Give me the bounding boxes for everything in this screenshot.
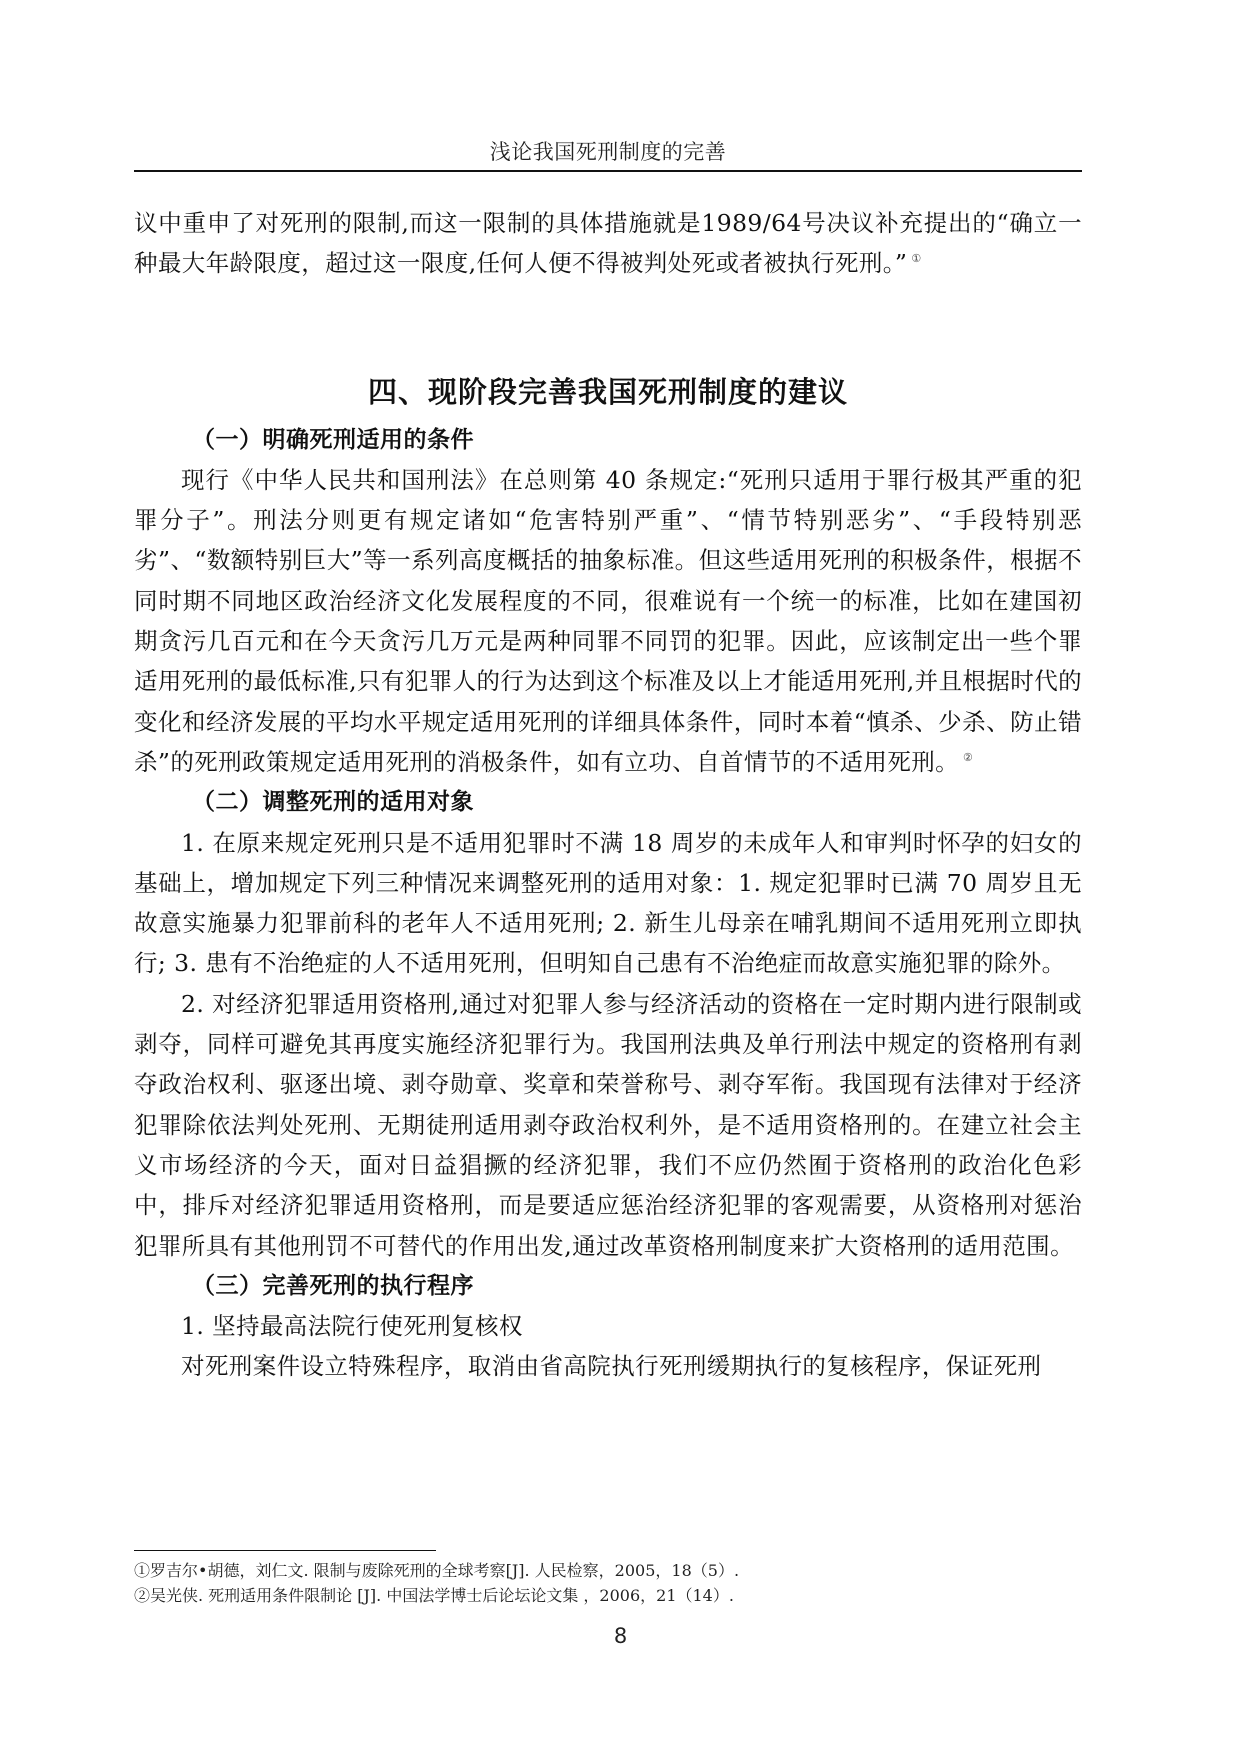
subsection-heading: （一）明确死刑适用的条件 xyxy=(192,426,474,453)
paragraph-text: 现行《中华人民共和国刑法》在总则第 40 条规定:“死刑只适用于罪行极其严重的犯罪分子”。刑法分则更有规定诸如“危害特别严重”、“情节特别恶劣”、“手段特别恶劣”、“数额特别巨大”等一系列高度概括的抽象标准。但这些适用死刑的积极条件，根据不同时期不同地区政治经济文化发展程度的不同，很难说有一个统一的标准，比如在建国初期贪污几百元和在今天贪污几万元是两种同罪不同罚的犯罪。因此，应该制定出一些个罪适用死刑的最低标准,只有犯罪人的行为达到这个标准及以上才能适用死刑,并且根据时代的变化和经济发展的平均水平规定适用死刑的详细具体条件，同时本着“慎杀、少杀、防止错杀”的死刑政策规定适用死刑的消极条件，如有立功、自首情节的不适用死刑。 xyxy=(134,465,1082,776)
footnote-rule xyxy=(134,1550,436,1551)
body-paragraph xyxy=(134,823,1082,984)
footnote: ②吴光侠. 死刑适用条件限制论 [J]. 中国法学博士后论坛论文集 ，2006，21（14）. xyxy=(134,1586,734,1605)
subsection-heading: （三）完善死刑的执行程序 xyxy=(192,1272,474,1299)
header-rule xyxy=(134,170,1082,172)
body-paragraph xyxy=(134,460,1082,782)
footnote: ①罗吉尔•胡德，刘仁文. 限制与废除死刑的全球考察[J]. 人民检察，2005，18（5）. xyxy=(134,1561,740,1580)
body-paragraph xyxy=(134,984,1082,1266)
paragraph-text: 议中重申了对死刑的限制,而这一限制的具体措施就是1989/64号决议补充提出的“确立一种最大年龄限度，超过这一限度,任何人便不得被判处死或者被执行死刑。” xyxy=(134,209,1082,278)
subsection-heading: （二）调整死刑的适用对象 xyxy=(192,789,474,816)
page-number: 8 xyxy=(613,1624,628,1648)
paragraph-text: 2. 对经济犯罪适用资格刑,通过对犯罪人参与经济活动的资格在一定时期内进行限制或剥夺，同样可避免其再度实施经济犯罪行为。我国刑法典及单行刑法中规定的资格刑有剥夺政治权利、驱逐出境、剥夺勋章、奖章和荣誉称号、剥夺军衔。我国现有法律对于经济犯罪除依法判处死刑、无期徒刑适用剥夺政治权利外，是不适用资格刑的。在建立社会主义市场经济的今天，面对日益猖撅的经济犯罪，我们不应仍然囿于资格刑的政治化色彩中，排斥对经济犯罪适用资格刑，而是要适应惩治经济犯罪的客观需要，从资格刑对惩治犯罪所具有其他刑罚不可替代的作用出发,通过改革资格刑制度来扩大资格刑的适用范围。 xyxy=(134,989,1082,1260)
footnotes xyxy=(134,1558,1082,1608)
paragraph-text: 1. 坚持最高法院行使死刑复核权 xyxy=(181,1312,523,1341)
body-text xyxy=(134,203,1082,1387)
continuation-paragraph xyxy=(134,203,1082,284)
footnote-marker: ① xyxy=(911,252,922,266)
body-paragraph xyxy=(134,1306,1082,1346)
running-header: 浅论我国死刑制度的完善 xyxy=(489,140,727,164)
body-paragraph xyxy=(134,1346,1082,1386)
paragraph-text: 对死刑案件设立特殊程序，取消由省高院执行死刑缓期执行的复核程序，保证死刑 xyxy=(181,1352,1042,1381)
footnote-marker: ② xyxy=(963,751,974,765)
section-title: 四、现阶段完善我国死刑制度的建议 xyxy=(367,374,848,409)
paragraph-text: 1. 在原来规定死刑只是不适用犯罪时不满 18 周岁的未成年人和审判时怀孕的妇女的基础上，增加规定下列三种情况来调整死刑的适用对象：1. 规定犯罪时已满 70 周岁且无故意实施暴力犯罪前科的老年人不适用死刑; 2. 新生儿母亲在哺乳期间不适用死刑立即执行; 3. 患有不治绝症的人不适用死刑，但明知自己患有不治绝症而故意实施犯罪的除外。 xyxy=(134,828,1082,978)
